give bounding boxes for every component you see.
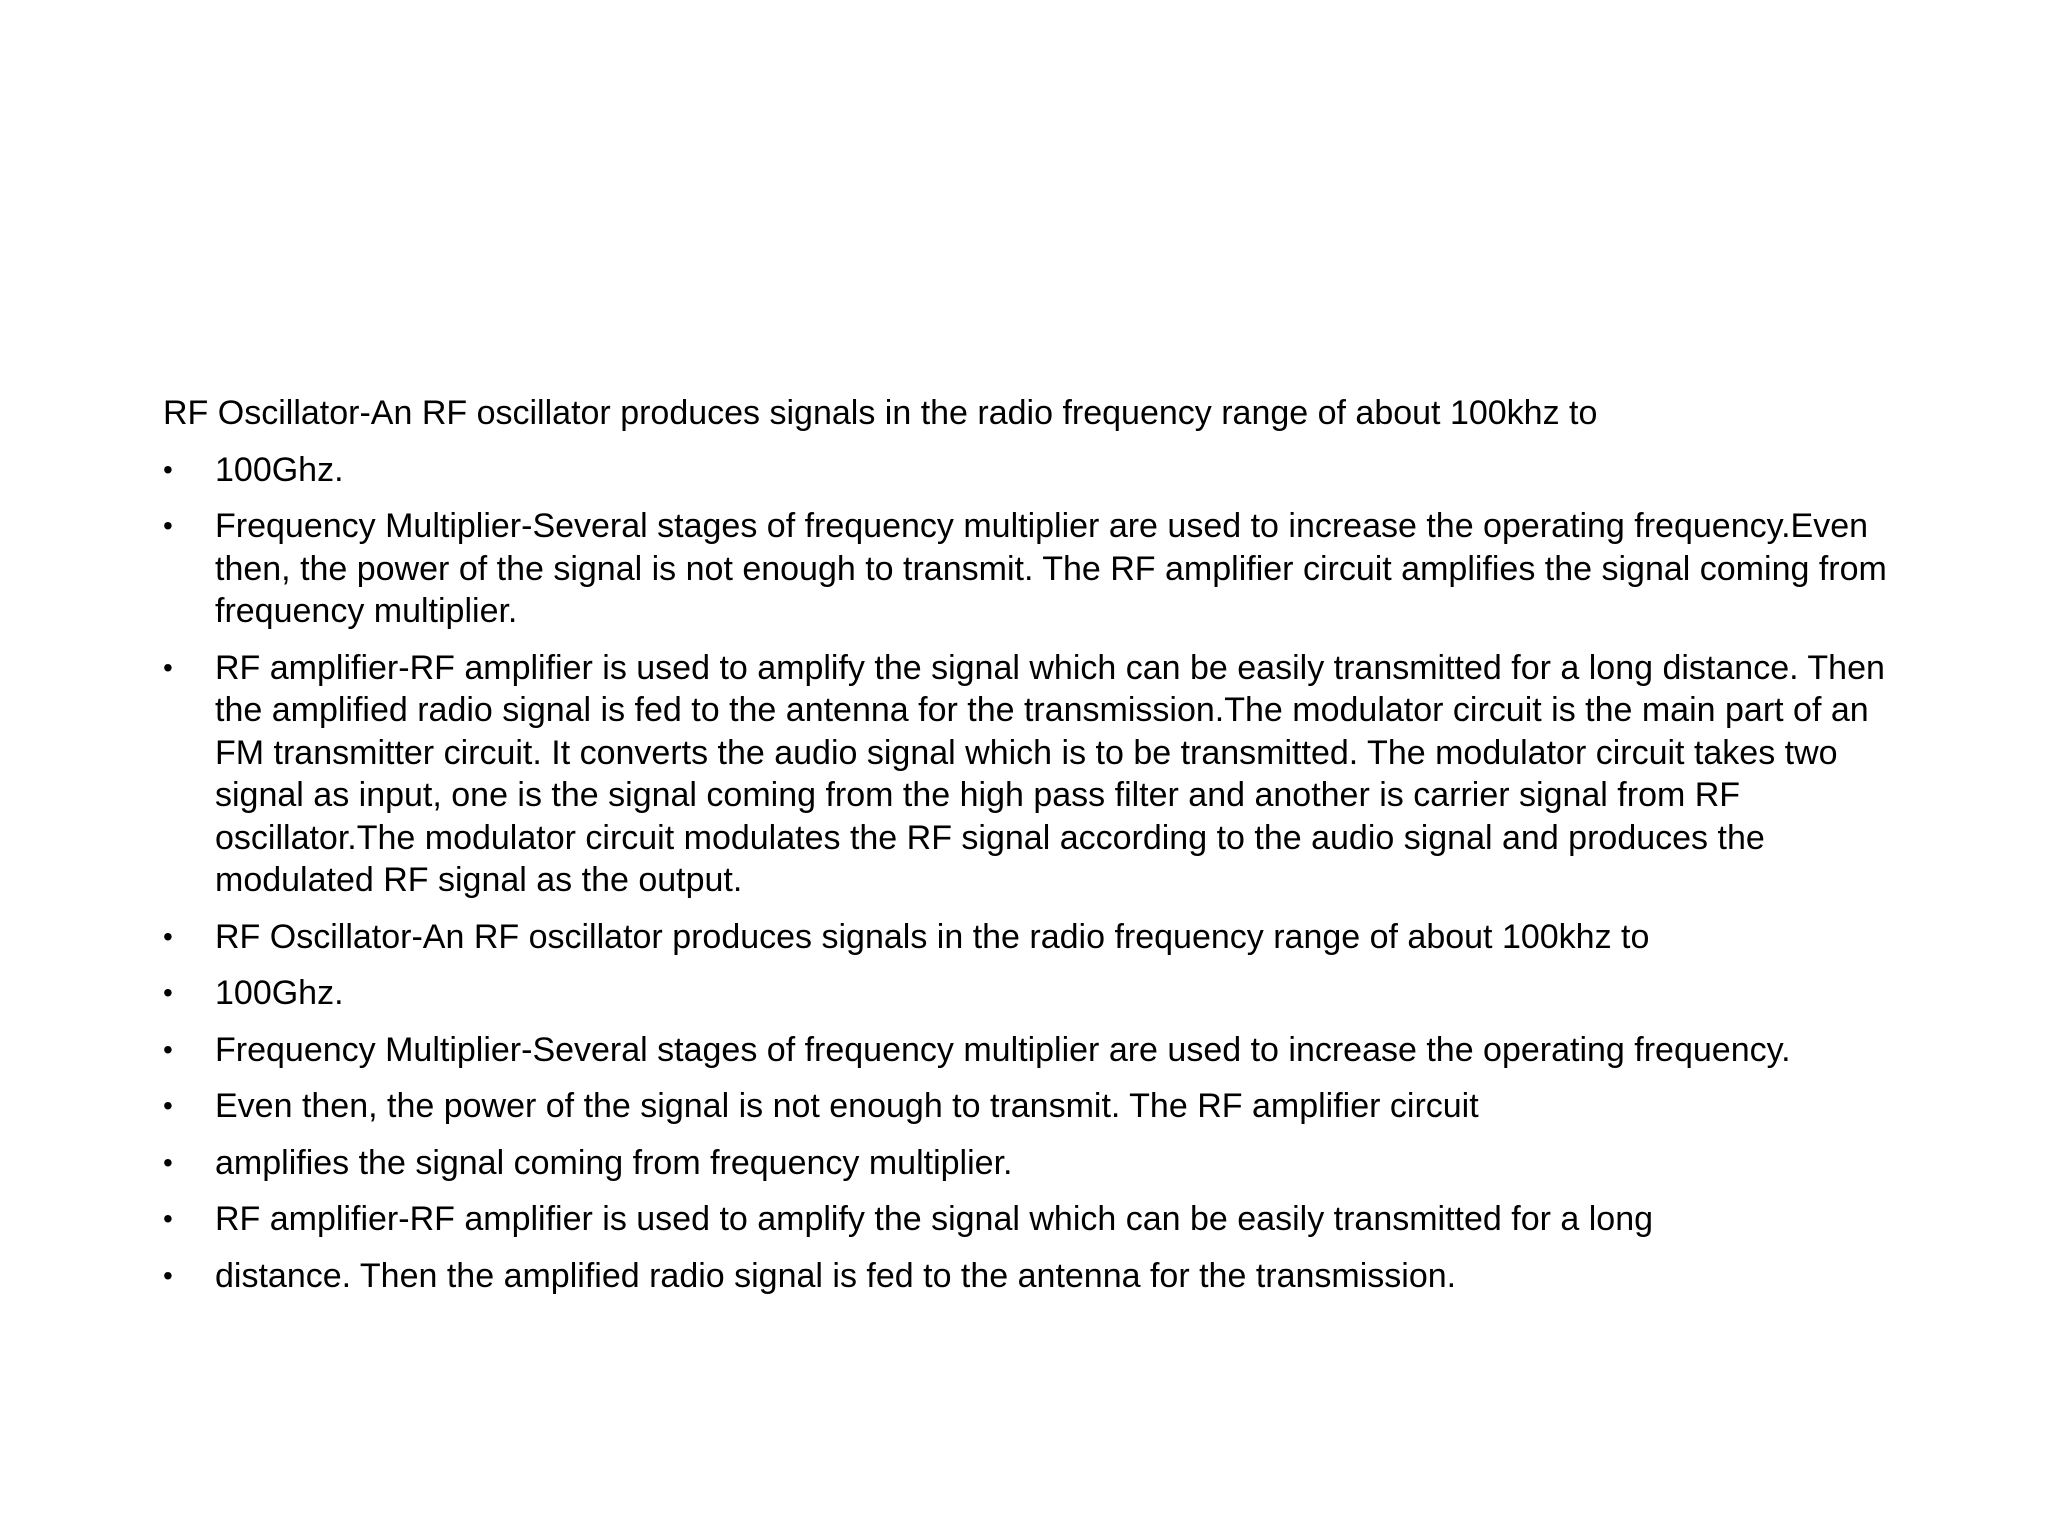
- bullet-item: [163, 1085, 1903, 1128]
- bullet-item: [163, 449, 1903, 492]
- bullet-icon: •: [163, 1203, 173, 1234]
- bullet-item: [163, 505, 1903, 633]
- bullet-item: [163, 1029, 1903, 1072]
- bullet-icon: •: [163, 1146, 173, 1178]
- bullet-item: [163, 1142, 1903, 1185]
- bullet-text: amplifies the signal coming from frequency multiplier.: [215, 1143, 1013, 1182]
- bullet-text: Frequency Multiplier-Several stages of frequency multiplier are used to increase the operating frequency.Even then, the power of the signal is not enough to transmit. The RF amplifier circuit amplifies the signal coming from frequency multiplier.: [215, 507, 1887, 630]
- bullet-text: 100Ghz.: [215, 974, 344, 1012]
- bullet-text: Even then, the power of the signal is not enough to transmit. The RF amplifier circuit: [215, 1087, 1479, 1125]
- slide-body: [163, 392, 1903, 1311]
- bullet-text: 100Ghz.: [215, 450, 344, 489]
- bullet-item: [163, 972, 1903, 1015]
- bullet-item: [163, 647, 1903, 902]
- bullet-item: [163, 1198, 1903, 1241]
- bullet-icon: •: [163, 1033, 173, 1065]
- bullet-text: RF amplifier-RF amplifier is used to amplify the signal which can be easily transmitted for a long: [215, 1200, 1654, 1238]
- bullet-icon: •: [163, 651, 173, 683]
- bullet-item: [163, 916, 1903, 959]
- bullet-icon: •: [163, 1259, 173, 1291]
- bullet-text: Frequency Multiplier-Several stages of frequency multiplier are used to increase the operating frequency.: [215, 1030, 1791, 1069]
- bullet-item: [163, 1255, 1903, 1298]
- bullet-icon: •: [163, 510, 173, 541]
- lead-paragraph: RF Oscillator-An RF oscillator produces signals in the radio frequency range of about 100khz to: [163, 394, 1598, 432]
- bullet-text: RF Oscillator-An RF oscillator produces signals in the radio frequency range of about 100khz to: [215, 917, 1650, 956]
- bullet-icon: •: [163, 977, 173, 1008]
- bullet-icon: •: [163, 920, 173, 952]
- bullet-icon: •: [163, 453, 173, 485]
- bullet-text: distance. Then the amplified radio signal is fed to the antenna for the transmission.: [215, 1256, 1457, 1295]
- bullet-icon: •: [163, 1090, 173, 1121]
- bullet-list: [163, 449, 1903, 1298]
- bullet-text: RF amplifier-RF amplifier is used to amplify the signal which can be easily transmitted for a long distance. Then the amplified radio signal is fed to the antenna for the transmission.The modulator circuit is the main part of an FM transmitter circuit. It converts the audio signal which is to be transmitted. The modulator circuit takes two signal as input, one is the signal coming from the high pass filter and another is carrier signal from RF oscillator.The modulator circuit modulates the RF signal according to the audio signal and produces the modulated RF signal as the output.: [215, 648, 1885, 899]
